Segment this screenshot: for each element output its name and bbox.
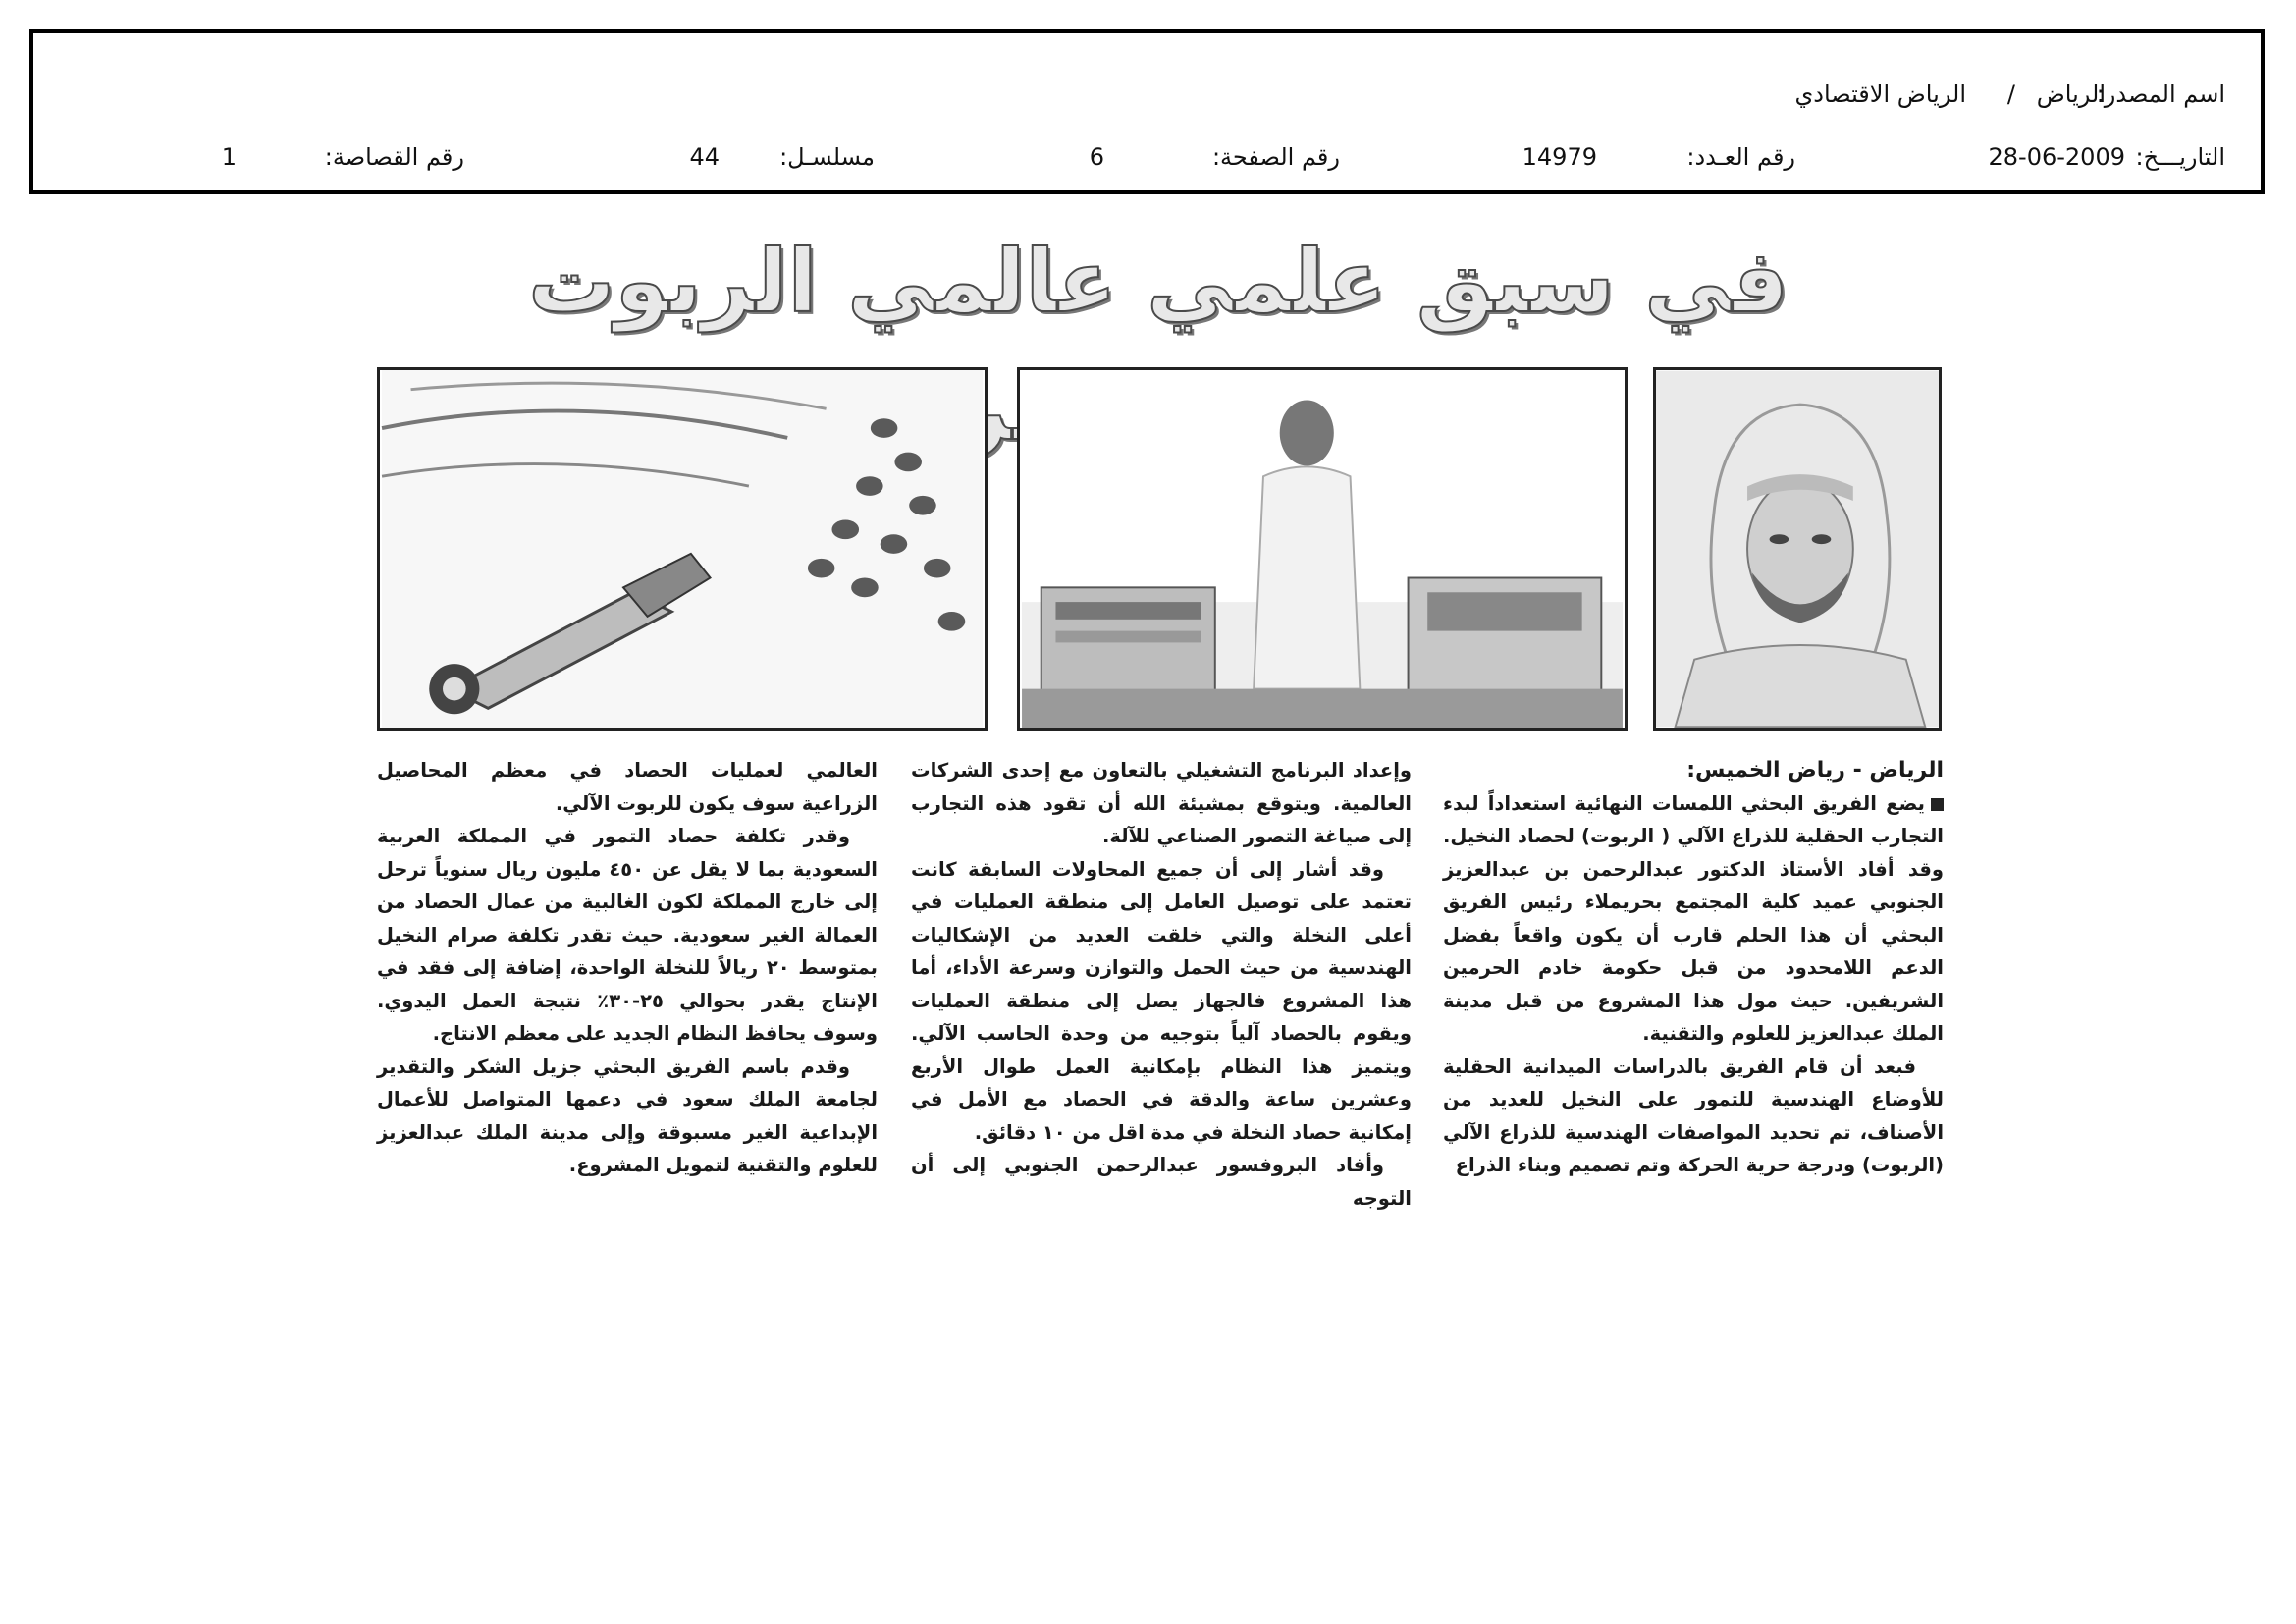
article-column-2 bbox=[911, 754, 1412, 1215]
article-column-3 bbox=[377, 754, 878, 1182]
source-row bbox=[33, 81, 2261, 120]
col2-paragraph-2: وقد أشار إلى أن جميع المحاولات السابقة كانت تعتمد على توصيل العامل إلى منطقة العمليات في أعلى النخلة والتي خلقت العديد من الإشكاليات الهندسية من حيث الحمل والتوازن وسرعة الأداء، أما هذا المشروع فالجهاز يصل إلى منطقة العمليات ويقوم بالحصاد آلياً بتوجيه من وحدة الحاسب الآلي. ويتميز هذا النظام بإمكانية العمل طوال الأربع وعشرين ساعة والدقة في الحصاد مع الأمل في إمكانية حصاد النخلة في مدة اقل من ١٠ دقائق. bbox=[911, 857, 1412, 1144]
page-label: رقم الصفحة: bbox=[1211, 143, 1340, 171]
clip-value: 1 bbox=[221, 143, 237, 171]
palm-dates-photo bbox=[377, 367, 988, 731]
source-section: الرياض الاقتصادي bbox=[1794, 81, 1966, 108]
clip-label: رقم القصاصة: bbox=[324, 143, 464, 171]
issue-value: 14979 bbox=[1522, 143, 1597, 171]
source-value: الرياض bbox=[2036, 81, 2106, 108]
article-byline: الرياض - رياض الخميس: bbox=[1686, 758, 1944, 783]
portrait-photo bbox=[1653, 367, 1942, 731]
robot-arm-photo bbox=[1017, 367, 1628, 731]
col2-paragraph-1: وإعداد البرنامج التشغيلي بالتعاون مع إحدى الشركات العالمية. ويتوقع بمشيئة الله أن تقود هذه التجارب إلى صياغة التصور الصناعي للآلة. bbox=[911, 759, 1412, 847]
col2-paragraph-3: وأفاد البروفسور عبدالرحمن الجنوبي إلى أن التوجه bbox=[911, 1154, 1412, 1210]
col3-paragraph-2: وقدر تكلفة حصاد التمور في المملكة العربية السعودية بما لا يقل عن ٤٥٠ مليون ريال سنوياً ترحل إلى خارج المملكة لكون الغالبية من عمال الحصاد من العمالة الغير سعودية. حيث تقدر تكلفة صرام النخيل بمتوسط ٢٠ ريالاً للنخلة الواحدة، إضافة إلى فقد في الإنتاج يقدر بحوالي ٢٥-٣٠٪ نتيجة العمل اليدوي. وسوف يحافظ النظام الجديد على معظم الانتاج. bbox=[377, 825, 878, 1045]
meta-row bbox=[33, 143, 2261, 183]
robot-arm-illustration bbox=[1020, 370, 1625, 728]
clipping-header-box bbox=[29, 29, 2265, 194]
page-value: 6 bbox=[1089, 143, 1104, 171]
date-label: التاريـــخ: bbox=[2135, 143, 2225, 171]
serial-value: 44 bbox=[689, 143, 720, 171]
col1-paragraph-2: فبعد أن قام الفريق بالدراسات الميدانية الحقلية للأوضاع الهندسية للتمور على النخيل للعديد من الأصناف، تم تحديد المواصفات الهندسية للذراع الآلي (الربوت) ودرجة حرية الحركة وتم تصميم وبناء الذراع bbox=[1443, 1055, 1944, 1176]
serial-label: مسلسـل: bbox=[779, 143, 875, 171]
col3-paragraph-1: العالمي لعمليات الحصاد في معظم المحاصيل الزراعية سوف يكون للربوت الآلي. bbox=[377, 759, 878, 815]
bullet-square-icon bbox=[1931, 798, 1944, 811]
source-separator: / bbox=[2006, 81, 2015, 108]
col3-paragraph-3: وقدم باسم الفريق البحثي جزيل الشكر والتقدير لجامعة الملك سعود في دعمها المتواصل للأعمال الإبداعية الغير مسبوقة وإلى مدينة الملك عبدالعزيز للعلوم والتقنية لتمويل المشروع. bbox=[377, 1055, 878, 1176]
article-column-1 bbox=[1443, 754, 1944, 1182]
palm-dates-illustration bbox=[380, 370, 985, 728]
col1-paragraph-1 bbox=[1443, 787, 1944, 1051]
date-value: 28-06-2009 bbox=[1988, 143, 2125, 171]
article-headline: في سبق علمي عالمي الربوت bbox=[528, 231, 1789, 332]
source-label: اسم المصدر: bbox=[2096, 81, 2225, 108]
portrait-illustration bbox=[1656, 370, 1939, 728]
issue-label: رقم العـدد: bbox=[1686, 143, 1795, 171]
col1-paragraph-1-text: يضع الفريق البحثي اللمسات النهائية استعداداً لبدء التجارب الحقلية للذراع الآلي ( الربوت) لحصاد النخيل. وقد أفاد الأستاذ الدكتور عبدالرحمن بن عبدالعزيز الجنوبي عميد كلية المجتمع بحريملاء رئيس الفريق البحثي أن هذا الحلم قارب أن يكون واقعاً بفضل الدعم اللامحدود من قبل حكومة خادم الحرمين الشريفين. حيث مول هذا المشروع من قبل مدينة الملك عبدالعزيز للعلوم والتقنية. bbox=[1443, 791, 1944, 1045]
